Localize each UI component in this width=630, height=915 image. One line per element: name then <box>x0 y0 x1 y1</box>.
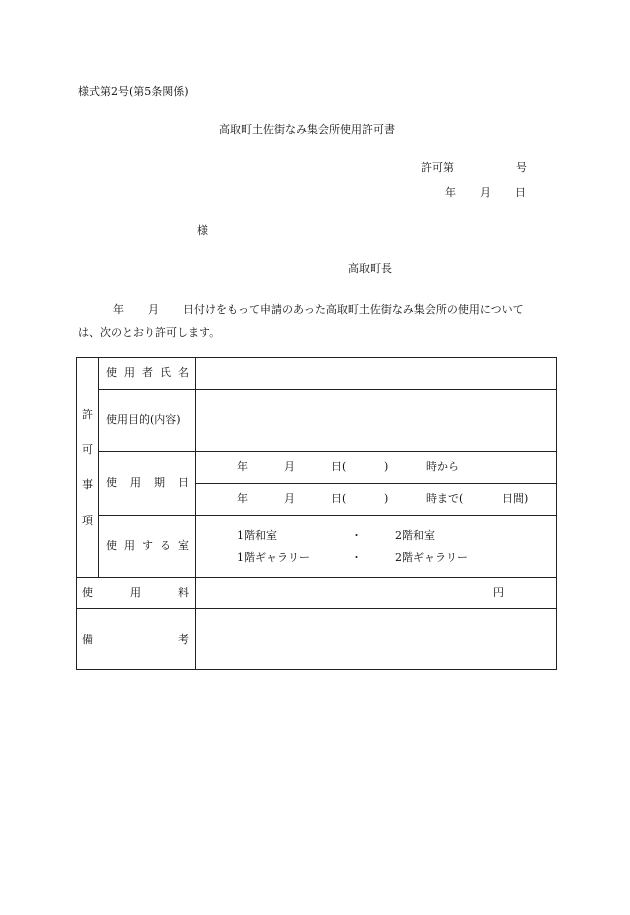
label-char: 者 <box>142 366 153 379</box>
table-border-left <box>76 357 77 670</box>
period-from-month: 月 <box>284 460 295 473</box>
table-border-right <box>556 357 557 670</box>
label-char: 使 <box>106 476 117 489</box>
addressee-suffix: 様 <box>197 224 208 237</box>
label-char: 使 <box>106 539 117 552</box>
label-char: 名 <box>178 366 189 379</box>
date-month-label: 月 <box>480 186 491 199</box>
label-char: 考 <box>178 633 189 646</box>
document-title: 高取町土佐街なみ集会所使用許可書 <box>219 123 395 136</box>
label-char: 用 <box>130 476 141 489</box>
body-line2-text: は、次のとおり許可します。 <box>78 326 221 339</box>
label-char: 日 <box>178 476 189 489</box>
room-separator: ・ <box>351 529 362 542</box>
body-line1-text: 日付けをもって申請のあった高取町土佐街なみ集会所の使用について <box>183 303 524 316</box>
label-char: 備 <box>82 633 93 646</box>
period-from-year: 年 <box>237 460 248 473</box>
issuer-name: 高取町長 <box>348 262 392 275</box>
group-label-char: 可 <box>82 443 93 456</box>
group-label-char: 許 <box>82 408 93 421</box>
label-char: 氏 <box>160 366 171 379</box>
date-day-label: 日 <box>515 186 526 199</box>
body-line1-month: 月 <box>148 303 159 316</box>
room-separator: ・ <box>351 551 362 564</box>
room-1f-washitsu: 1階和室 <box>237 529 277 542</box>
period-to-year: 年 <box>237 492 248 505</box>
fee-unit: 円 <box>493 586 504 599</box>
permit-number-prefix: 許可第 <box>421 161 454 174</box>
room-1f-gallery: 1階ギャラリー <box>237 551 310 564</box>
label-char: 用 <box>124 539 135 552</box>
label-char: 用 <box>124 366 135 379</box>
room-2f-washitsu: 2階和室 <box>395 529 435 542</box>
label-char: る <box>160 539 171 552</box>
form-number: 様式第2号(第5条関係) <box>78 85 189 98</box>
period-to-days: 日間) <box>502 492 529 505</box>
table-group-divider <box>98 357 99 577</box>
label-char: 使 <box>82 586 93 599</box>
table-row-divider <box>98 389 557 390</box>
table-row-divider <box>76 608 557 609</box>
label-char: 使 <box>106 366 117 379</box>
table-row-divider <box>76 577 557 578</box>
period-to-close: ) <box>384 492 389 505</box>
period-to-tail: 時まで( <box>426 492 464 505</box>
period-from-tail: 時から <box>426 460 459 473</box>
group-label-char: 事 <box>82 478 93 491</box>
period-to-month: 月 <box>284 492 295 505</box>
table-border-top <box>76 357 557 358</box>
label-char: す <box>142 539 153 552</box>
label-char: 室 <box>178 539 189 552</box>
body-line1-year: 年 <box>113 303 124 316</box>
table-row-divider <box>195 483 557 484</box>
date-year-label: 年 <box>445 186 456 199</box>
label-char: 用 <box>130 586 141 599</box>
permit-number-suffix: 号 <box>516 161 527 174</box>
period-from-day: 日( <box>331 460 347 473</box>
label-char: 料 <box>178 586 189 599</box>
label-purpose: 使用目的(内容) <box>106 413 181 426</box>
table-border-bottom <box>76 669 557 670</box>
table-row-divider <box>98 451 557 452</box>
room-2f-gallery: 2階ギャラリー <box>395 551 468 564</box>
group-label-char: 項 <box>82 514 93 527</box>
period-from-close: ) <box>384 460 389 473</box>
label-char: 期 <box>154 476 165 489</box>
table-row-divider <box>98 515 557 516</box>
table-label-divider <box>195 357 196 670</box>
period-to-day: 日( <box>331 492 347 505</box>
